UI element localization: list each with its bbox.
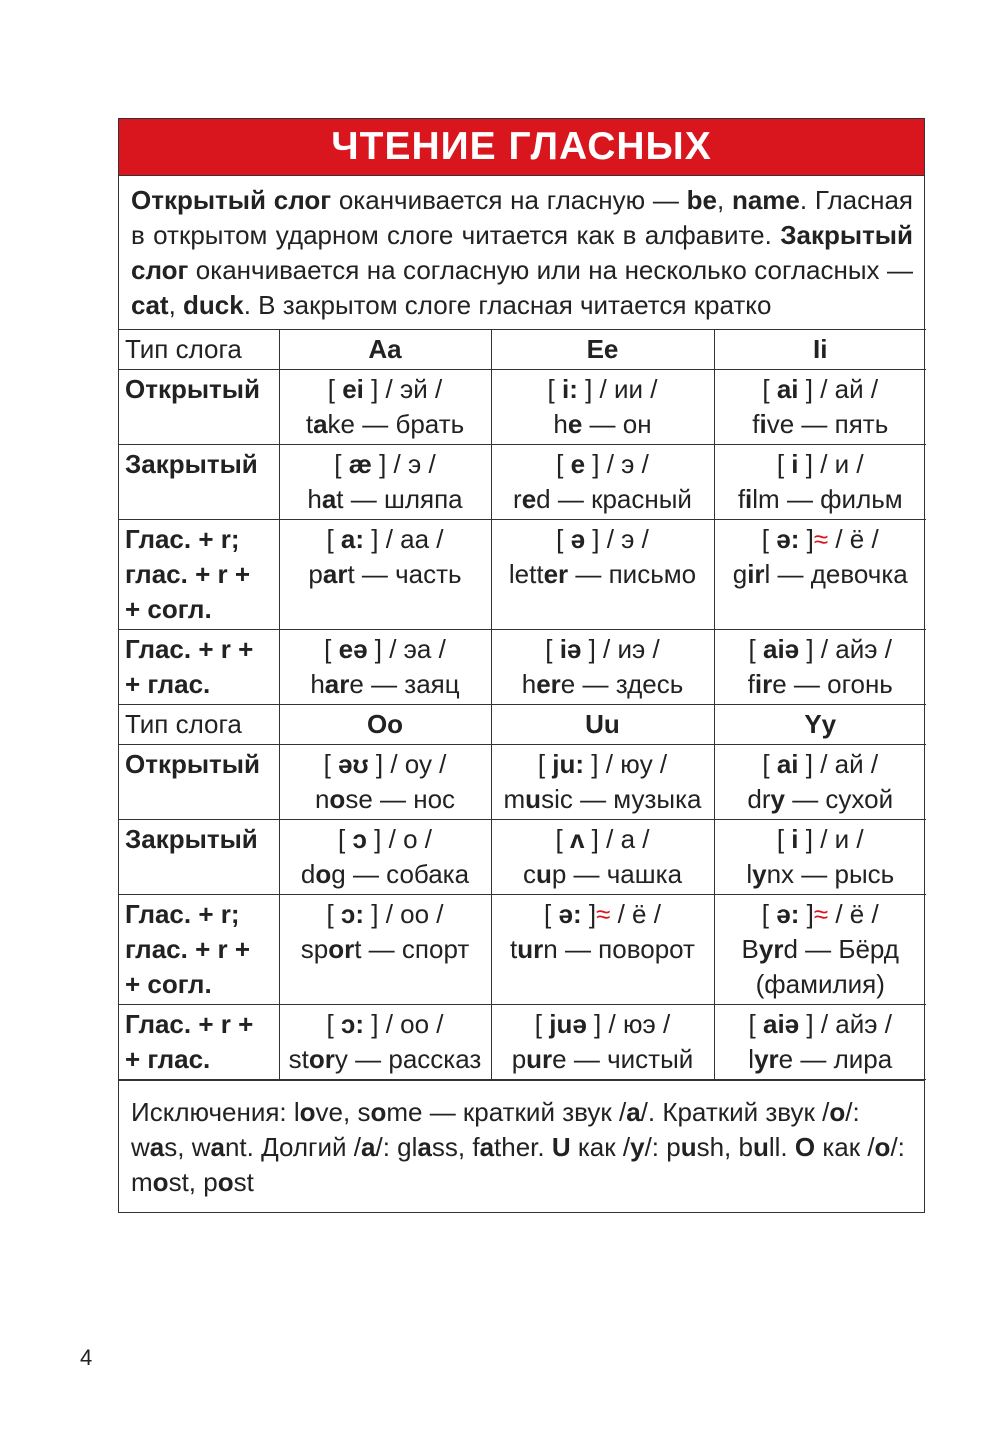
- pronunciation-cell: [714, 895, 926, 1005]
- pronunciation-cell: [491, 370, 714, 445]
- example-word: red — красный: [513, 484, 692, 514]
- example-word: nose — нос: [314, 784, 456, 814]
- example-word: dog — собака: [300, 859, 470, 889]
- row-label-rv: Глас. + r + + глас.: [119, 1005, 279, 1080]
- pronunciation-cell: [279, 895, 491, 1005]
- transcription: [ æ ] / э /: [334, 449, 436, 479]
- transcription: [ ai ] / ай /: [762, 374, 879, 404]
- table-row: [119, 370, 926, 445]
- vowel-letter-header: Ii: [714, 330, 926, 370]
- transcription: [ ju: ] / юу /: [537, 749, 668, 779]
- pronunciation-cell: [714, 370, 926, 445]
- vowel-letter-header: Ee: [491, 330, 714, 370]
- example-word: fire — огонь: [747, 669, 893, 699]
- example-word: sport — спорт: [300, 934, 470, 964]
- example-word: pure — чистый: [511, 1044, 694, 1074]
- example-word: girl — девочка: [732, 559, 908, 589]
- row-label-open: Открытый: [119, 370, 279, 445]
- example-word: Byrd — Бёрд (фамилия): [741, 934, 899, 999]
- pronunciation-cell: [491, 445, 714, 520]
- approx-sign: ≈: [813, 899, 829, 929]
- exceptions-note: Исключения: love, some — краткий звук /a/. Краткий звук /o/: was, want. Долгий /a/: glass, father. U как /y/: push, bull. O как /o/: most, post: [119, 1080, 924, 1212]
- pronunciation-cell: [279, 520, 491, 630]
- table-row: [119, 820, 926, 895]
- pronunciation-cell: [491, 745, 714, 820]
- transcription: [ ʌ ] / а /: [555, 824, 650, 854]
- example-word: take — брать: [305, 409, 465, 439]
- table-row: [119, 520, 926, 630]
- example-word: lynx — рысь: [746, 859, 895, 889]
- syllable-type-header: Тип слога: [119, 330, 279, 370]
- transcription: [ ai ] / ай /: [762, 749, 879, 779]
- pronunciation-cell: [491, 895, 714, 1005]
- row-label-closed: Закрытый: [119, 820, 279, 895]
- example-word: letter — письмо: [508, 559, 697, 589]
- pronunciation-cell: [491, 630, 714, 705]
- example-word: lyre — лира: [748, 1044, 893, 1074]
- pronunciation-cell: [279, 745, 491, 820]
- vowel-letter-header: Yy: [714, 705, 926, 745]
- pronunciation-cell: [714, 1005, 926, 1080]
- pronunciation-cell: [491, 820, 714, 895]
- example-word: turn — поворот: [510, 934, 695, 964]
- transcription: [ ɔ ] / о /: [338, 824, 432, 854]
- row-label-closed: Закрытый: [119, 445, 279, 520]
- example-word: dry — сухой: [747, 784, 894, 814]
- pronunciation-cell: [279, 630, 491, 705]
- row-label-r: Глас. + r; глас. + r + + согл.: [119, 520, 279, 630]
- pronunciation-cell: [279, 370, 491, 445]
- table-row: [119, 895, 926, 1005]
- table-header-row: [119, 705, 926, 745]
- closed-syllable-term: Закрытый слог: [131, 220, 913, 285]
- open-syllable-term: Открытый слог: [131, 185, 332, 215]
- approx-sign: ≈: [596, 899, 611, 929]
- example-word: here — здесь: [521, 669, 684, 699]
- example-word: part — часть: [308, 559, 462, 589]
- transcription: [ ə: ]≈ / ё /: [761, 899, 879, 929]
- pronunciation-cell: [491, 1005, 714, 1080]
- pronunciation-cell: [714, 520, 926, 630]
- table-header-row: [119, 330, 926, 370]
- example-word: he — он: [553, 409, 652, 439]
- transcription: [ ə: ]≈ / ё /: [761, 524, 879, 554]
- vowel-reading-card: [118, 118, 925, 1213]
- transcription: [ a: ] / аа /: [326, 524, 444, 554]
- table-row: [119, 445, 926, 520]
- pronunciation-cell: [279, 445, 491, 520]
- example-word: five — пять: [752, 409, 889, 439]
- vowel-letter-header: Uu: [491, 705, 714, 745]
- table-row: [119, 745, 926, 820]
- transcription: [ ei ] / эй /: [327, 374, 443, 404]
- transcription: [ i ] / и /: [776, 824, 864, 854]
- transcription: [ ə ] / э /: [556, 524, 649, 554]
- transcription: [ aiə ] / айэ /: [748, 634, 892, 664]
- transcription: [ i ] / и /: [776, 449, 864, 479]
- transcription: [ juə ] / юэ /: [534, 1009, 671, 1039]
- example-word: film — фильм: [737, 484, 903, 514]
- page-number: 4: [80, 1345, 93, 1370]
- transcription: [ ɔ: ] / оо /: [326, 1009, 444, 1039]
- transcription: [ i: ] / ии /: [547, 374, 658, 404]
- example-word: hat — шляпа: [307, 484, 463, 514]
- vowel-letter-header: Aa: [279, 330, 491, 370]
- pronunciation-cell: [714, 630, 926, 705]
- pronunciation-cell: [279, 820, 491, 895]
- pronunciation-cell: [279, 1005, 491, 1080]
- pronunciation-cell: [714, 445, 926, 520]
- approx-sign: ≈: [813, 524, 829, 554]
- example-word: hare — заяц: [310, 669, 460, 699]
- row-label-r: Глас. + r; глас. + r + + согл.: [119, 895, 279, 1005]
- pronunciation-cell: [714, 820, 926, 895]
- vowel-letter-header: Oo: [279, 705, 491, 745]
- example-word: story — рассказ: [288, 1044, 482, 1074]
- transcription: [ əʊ ] / оу /: [323, 749, 447, 779]
- syllable-type-header: Тип слога: [119, 705, 279, 745]
- table-row: [119, 630, 926, 705]
- transcription: [ eə ] / эа /: [324, 634, 446, 664]
- intro-paragraph: Открытый слог оканчивается на гласную — be, name. Гласная в открытом ударном слоге читается как в алфавите. Закрытый слог оканчивается на согласную или на несколько согласных — cat, duck. В закрытом слоге гласная читается кратко: [131, 185, 913, 320]
- transcription: [ aiə ] / айэ /: [748, 1009, 892, 1039]
- transcription: [ iə ] / иэ /: [545, 634, 660, 664]
- table-row: [119, 1005, 926, 1080]
- row-label-open: Открытый: [119, 745, 279, 820]
- vowel-table: [119, 329, 926, 1080]
- pronunciation-cell: [714, 745, 926, 820]
- transcription: [ ə: ]≈ / ё /: [544, 899, 661, 929]
- transcription: [ e ] / э /: [556, 449, 649, 479]
- example-word: cup — чашка: [522, 859, 683, 889]
- pronunciation-cell: [491, 520, 714, 630]
- transcription: [ ɔ: ] / оо /: [326, 899, 444, 929]
- example-word: music — музыка: [503, 784, 702, 814]
- row-label-rv: Глас. + r + + глас.: [119, 630, 279, 705]
- card-title: ЧТЕНИЕ ГЛАСНЫХ: [119, 119, 924, 176]
